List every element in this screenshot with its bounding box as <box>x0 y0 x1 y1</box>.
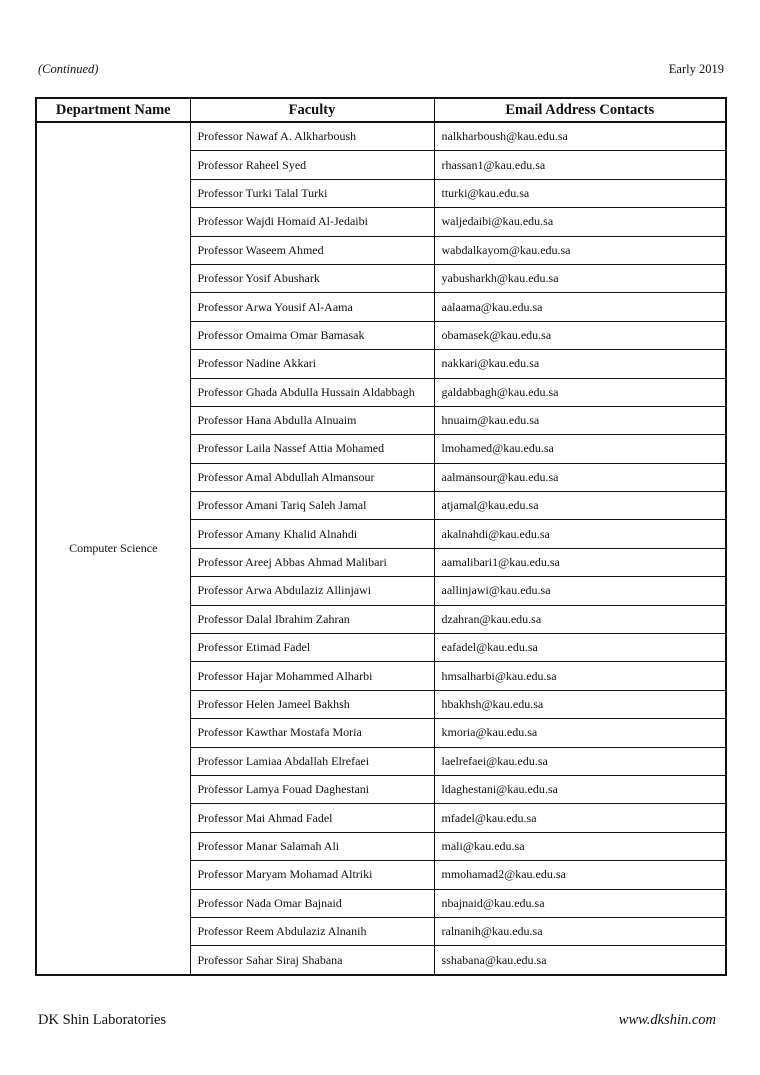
faculty-name-cell: Professor Wajdi Homaid Al-Jedaibi <box>190 208 434 236</box>
email-cell: rhassan1@kau.edu.sa <box>434 151 726 179</box>
faculty-name-cell: Professor Helen Jameel Bakhsh <box>190 690 434 718</box>
table-row <box>36 122 726 151</box>
continued-label: (Continued) <box>38 62 99 76</box>
faculty-name-cell: Professor Reem Abdulaziz Alnanih <box>190 917 434 945</box>
email-cell: aallinjawi@kau.edu.sa <box>434 577 726 605</box>
email-cell: dzahran@kau.edu.sa <box>434 605 726 633</box>
email-cell: ldaghestani@kau.edu.sa <box>434 775 726 803</box>
faculty-name-cell: Professor Kawthar Mostafa Moria <box>190 719 434 747</box>
email-cell: hmsalharbi@kau.edu.sa <box>434 662 726 690</box>
faculty-name-cell: Professor Sahar Siraj Shabana <box>190 946 434 975</box>
faculty-name-cell: Professor Mai Ahmad Fadel <box>190 804 434 832</box>
email-cell: mmohamad2@kau.edu.sa <box>434 861 726 889</box>
faculty-name-cell: Professor Arwa Abdulaziz Allinjawi <box>190 577 434 605</box>
faculty-name-cell: Professor Lamiaa Abdallah Elrefaei <box>190 747 434 775</box>
date-label: Early 2019 <box>668 62 724 76</box>
faculty-name-cell: Professor Hajar Mohammed Alharbi <box>190 662 434 690</box>
email-cell: nalkharboush@kau.edu.sa <box>434 122 726 151</box>
department-name-cell: Computer Science <box>36 122 190 975</box>
faculty-name-cell: Professor Dalal Ibrahim Zahran <box>190 605 434 633</box>
email-cell: hbakhsh@kau.edu.sa <box>434 690 726 718</box>
email-cell: lmohamed@kau.edu.sa <box>434 435 726 463</box>
email-cell: wabdalkayom@kau.edu.sa <box>434 236 726 264</box>
email-cell: sshabana@kau.edu.sa <box>434 946 726 975</box>
email-cell: mfadel@kau.edu.sa <box>434 804 726 832</box>
email-cell: waljedaibi@kau.edu.sa <box>434 208 726 236</box>
faculty-name-cell: Professor Turki Talal Turki <box>190 179 434 207</box>
email-cell: atjamal@kau.edu.sa <box>434 492 726 520</box>
footer-lab-name: DK Shin Laboratories <box>38 1012 167 1028</box>
faculty-name-cell: Professor Areej Abbas Ahmad Malibari <box>190 548 434 576</box>
email-cell: eafadel@kau.edu.sa <box>434 634 726 662</box>
email-cell: obamasek@kau.edu.sa <box>434 321 726 349</box>
email-cell: kmoria@kau.edu.sa <box>434 719 726 747</box>
email-cell: mali@kau.edu.sa <box>434 832 726 860</box>
email-cell: nbajnaid@kau.edu.sa <box>434 889 726 917</box>
email-cell: galdabbagh@kau.edu.sa <box>434 378 726 406</box>
faculty-name-cell: Professor Nadine Akkari <box>190 350 434 378</box>
faculty-name-cell: Professor Maryam Mohamad Altriki <box>190 861 434 889</box>
column-header-department: Department Name <box>36 98 190 122</box>
faculty-name-cell: Professor Yosif Abushark <box>190 264 434 292</box>
email-cell: hnuaim@kau.edu.sa <box>434 406 726 434</box>
email-cell: aalmansour@kau.edu.sa <box>434 463 726 491</box>
column-header-email: Email Address Contacts <box>434 98 726 122</box>
email-cell: nakkari@kau.edu.sa <box>434 350 726 378</box>
column-header-faculty: Faculty <box>190 98 434 122</box>
email-cell: yabusharkh@kau.edu.sa <box>434 264 726 292</box>
email-cell: akalnahdi@kau.edu.sa <box>434 520 726 548</box>
faculty-name-cell: Professor Laila Nassef Attia Mohamed <box>190 435 434 463</box>
faculty-table-container <box>35 97 725 976</box>
faculty-name-cell: Professor Arwa Yousif Al-Aama <box>190 293 434 321</box>
faculty-name-cell: Professor Hana Abdulla Alnuaim <box>190 406 434 434</box>
faculty-name-cell: Professor Amal Abdullah Almansour <box>190 463 434 491</box>
table-header-row <box>36 98 726 122</box>
email-cell: aalaama@kau.edu.sa <box>434 293 726 321</box>
faculty-name-cell: Professor Waseem Ahmed <box>190 236 434 264</box>
faculty-name-cell: Professor Raheel Syed <box>190 151 434 179</box>
faculty-name-cell: Professor Amany Khalid Alnahdi <box>190 520 434 548</box>
faculty-name-cell: Professor Omaima Omar Bamasak <box>190 321 434 349</box>
faculty-name-cell: Professor Amani Tariq Saleh Jamal <box>190 492 434 520</box>
faculty-name-cell: Professor Etimad Fadel <box>190 634 434 662</box>
faculty-name-cell: Professor Ghada Abdulla Hussain Aldabbagh <box>190 378 434 406</box>
email-cell: ralnanih@kau.edu.sa <box>434 917 726 945</box>
table-body <box>36 122 726 975</box>
email-cell: laelrefaei@kau.edu.sa <box>434 747 726 775</box>
faculty-name-cell: Professor Nawaf A. Alkharboush <box>190 122 434 151</box>
faculty-name-cell: Professor Lamya Fouad Daghestani <box>190 775 434 803</box>
faculty-name-cell: Professor Manar Salamah Ali <box>190 832 434 860</box>
faculty-name-cell: Professor Nada Omar Bajnaid <box>190 889 434 917</box>
email-cell: tturki@kau.edu.sa <box>434 179 726 207</box>
email-cell: aamalibari1@kau.edu.sa <box>434 548 726 576</box>
faculty-table <box>35 97 727 976</box>
footer-website: www.dkshin.com <box>618 1012 716 1028</box>
